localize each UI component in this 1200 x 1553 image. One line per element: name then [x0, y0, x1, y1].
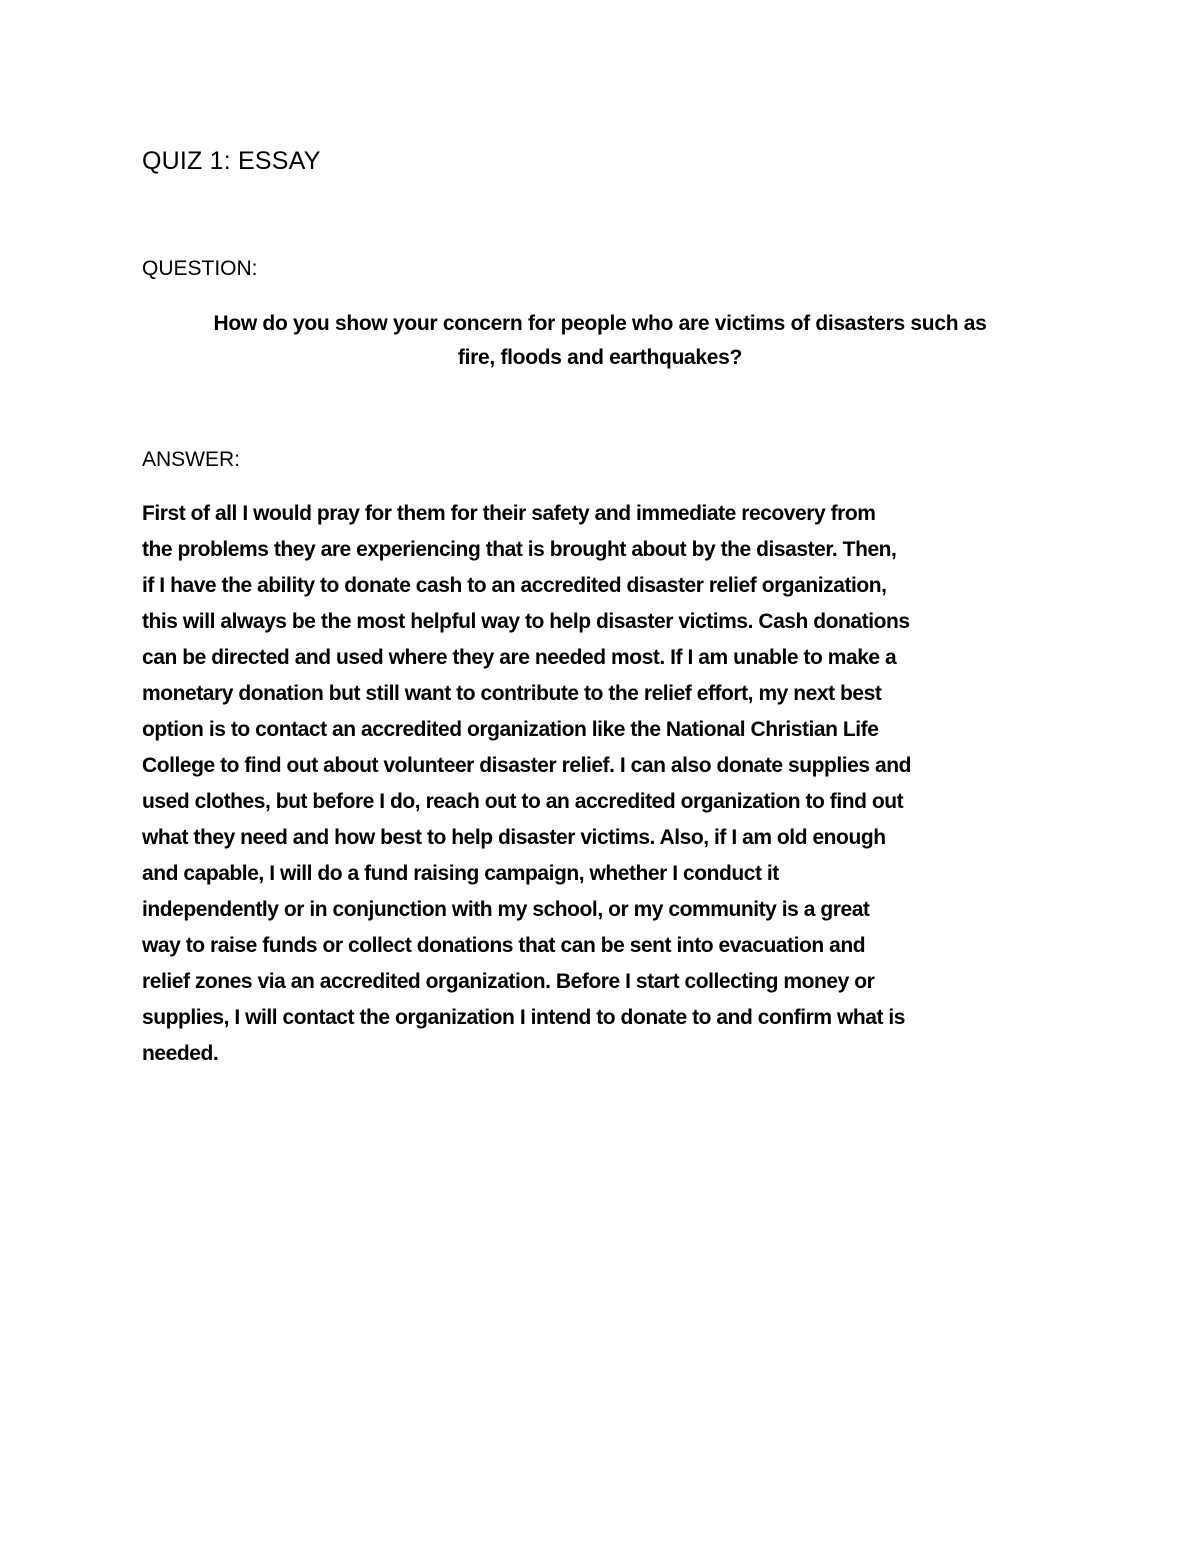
answer-line: what they need and how best to help disaster victims. Also, if I am old enough	[142, 826, 886, 849]
answer-line: can be directed and used where they are needed most. If I am unable to make a	[142, 646, 897, 669]
question-line: fire, floods and earthquakes?	[457, 346, 743, 369]
answer-line: needed.	[142, 1042, 219, 1065]
answer-line: the problems they are experiencing that is brought about by the disaster. Then,	[142, 538, 897, 561]
answer-line: used clothes, but before I do, reach out to an accredited organization to find out	[142, 790, 904, 813]
answer-text	[142, 496, 1062, 1072]
page-title: QUIZ 1: ESSAY	[142, 147, 321, 175]
answer-line: monetary donation but still want to contribute to the relief effort, my next best	[142, 682, 882, 705]
answer-line: and capable, I will do a fund raising campaign, whether I conduct it	[142, 862, 779, 885]
answer-line: this will always be the most helpful way to help disaster victims. Cash donations	[142, 610, 910, 633]
answer-line: if I have the ability to donate cash to an accredited disaster relief organization,	[142, 574, 887, 597]
question-text	[142, 307, 1058, 375]
answer-line: First of all I would pray for them for their safety and immediate recovery from	[142, 502, 876, 525]
answer-line: relief zones via an accredited organization. Before I start collecting money or	[142, 970, 875, 993]
answer-line: way to raise funds or collect donations that can be sent into evacuation and	[142, 934, 866, 957]
answer-line: supplies, I will contact the organization I intend to donate to and confirm what is	[142, 1006, 906, 1029]
answer-line: independently or in conjunction with my school, or my community is a great	[142, 898, 870, 921]
answer-line: option is to contact an accredited organization like the National Christian Life	[142, 718, 879, 741]
question-line: How do you show your concern for people who are victims of disasters such as	[213, 312, 987, 335]
answer-label: ANSWER:	[142, 448, 241, 471]
answer-line: College to find out about volunteer disaster relief. I can also donate supplies and	[142, 754, 911, 777]
question-label: QUESTION:	[142, 257, 258, 280]
